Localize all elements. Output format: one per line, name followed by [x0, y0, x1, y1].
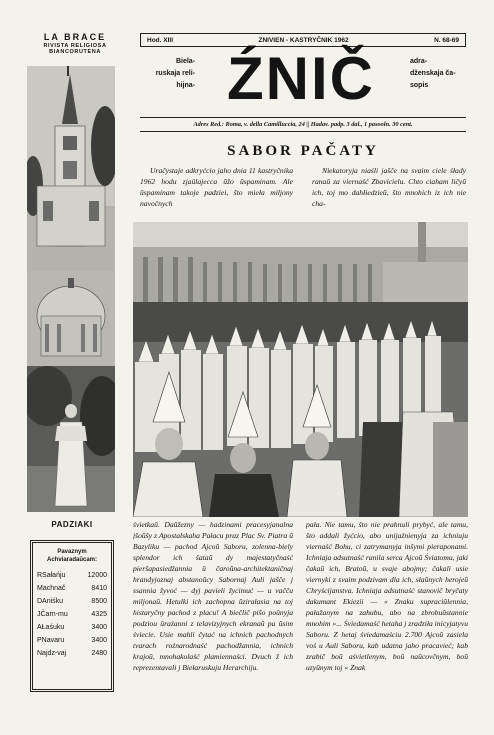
- newspaper-title: ŹNIČ: [227, 45, 375, 112]
- publisher-name: LA BRACE: [43, 32, 107, 42]
- donor-name: Najdz-vaj: [37, 650, 67, 657]
- tagline-line: ruskaja reli-: [155, 70, 195, 77]
- donor-amount: 8410: [91, 585, 107, 592]
- donor-row: [37, 608, 107, 621]
- tagline-line: sopis: [410, 82, 429, 89]
- donor-row: [37, 647, 107, 660]
- article-text-column: Uračystaje adkryćcio jaho dnia 11 kastryčnika 1962 hodu zjaülajecca ŭžo ŭspaminam. Ale ŭspaminam takoje padziei, što mieła miljony navočnych: [140, 166, 293, 208]
- procession-photo-image: [133, 222, 468, 517]
- issue-date: ZNIVIEN - KASTRYČNIK 1962: [258, 36, 349, 44]
- tagline-line: dženskaja ča-: [410, 70, 456, 77]
- article-text-column: Niekatoryja niaśli jašče na svaim ciele śłady ranaŭ za viernaść Zbavicielu. Chto ciaham liĉyŭ ich, toj mo dahłiedzieŭ, što mnohich iz ich nie cha-: [312, 166, 466, 208]
- tagline-right: [410, 56, 468, 92]
- article-text-column: pała. Nie tamu, što nie prahnuli prybyć, ale tamu, što addali žyćcio, abo unijaźnienyja za ichniuju viernaść Bohu, ci zatrymanyja inšymi pieraponami. Ichniaja adsutnaść ranila serca Ajcoŭ Śviatomu, jaki čakaŭ ich, Bratoŭ, u svaje abojmy; čakali usie viernyki z svaim podzivam dla ich, słaŭnych herojeŭ Chryścijanstva. Ichniaja adsutnaść stanoviĉ bryĉaty dakumant Ekiezii — « Znaku supraciŭlenniа, pałažanym na zahubu, abo na zbrobuŭstannie mnohim »... Śviedamaść hetaha j zradziła inicyjatyvu Saboru. Z hetaj śviedamaściu 2.700 Ajcoŭ zasiela voś u Auli Saboru, kab udatna jaho pracavieć; kab zrabiĉ boŭ aśviеtlenym, boŭ naŭcovčnym, boŭ uzyŭnym toj « Znak: [306, 520, 468, 672]
- publisher-brand: [30, 32, 120, 55]
- tagline-left: [150, 56, 195, 92]
- church-photo: [27, 66, 115, 512]
- donor-name: DAniśku: [37, 598, 64, 605]
- donor-name: PNavaru: [37, 637, 65, 644]
- tagline-line: hijna-: [176, 82, 195, 89]
- donor-row: [37, 621, 107, 634]
- donor-amount: 4325: [91, 611, 107, 618]
- tagline-line: Biela-: [175, 58, 195, 65]
- donor-name: AŁaśuku: [37, 624, 65, 631]
- publisher-subtitle: RIVISTA RELIGIOSA BIANCORUTENA: [43, 43, 107, 55]
- procession-photo: [133, 222, 468, 517]
- donor-name: Machnač: [37, 585, 66, 592]
- issue-year: Hod. XIII: [147, 36, 173, 44]
- donors-header: [37, 548, 107, 564]
- editorial-address: Adres Red.: Roma, v. della Camilluccia, 24 || Hadav. padp. 3 dal., 1 pasoołn. 30 cent.: [140, 117, 466, 132]
- thanks-heading: PADZIAKI: [51, 520, 93, 529]
- donors-header-line: Pavaznym: [57, 549, 87, 555]
- donor-name: RSałańju: [37, 572, 66, 579]
- donor-amount: 3400: [91, 624, 107, 631]
- church-photo-image: [27, 66, 115, 512]
- donor-amount: 2480: [91, 650, 107, 657]
- donor-amount: 3400: [91, 637, 107, 644]
- article-headline: SABOR PAČATY: [227, 143, 379, 159]
- tagline-line: adra-: [410, 58, 428, 65]
- donors-box: [30, 540, 114, 692]
- donor-name: JČarn-mu: [37, 611, 68, 618]
- donor-row: [37, 569, 107, 582]
- donor-row: [37, 582, 107, 595]
- donor-row: [37, 634, 107, 647]
- donor-amount: 12000: [87, 572, 107, 579]
- donor-row: [37, 595, 107, 608]
- issue-number: N. 68-69: [434, 36, 459, 44]
- donor-amount: 8500: [91, 598, 107, 605]
- donors-header-line: Achviaradaŭcam:: [46, 557, 98, 563]
- article-text-column: śvietkaŭ. Daŭžezny — hadzinami pracesyjanalna jšoŭšy z Apostalskaha Pałacu praz Plac Sv. Piatra ŭ Bazyliku — pachod Ajcoŭ Saboru, zolenna-biely splendor ich šataŭ dy majestatyčnaść pieršapasiedžannia ŭ čaroŭna-architektaničnaj hrandyjoznaj abstanoŭcy Sabornaj Auli jašče j ssannia žyvoć — dyj pavieli žycimuć — u vaĉĉu miljonaŭ. Hetulki ich zachopna ŭzirałasia na toj histaryčny pachod z placu! A bieĉliĉ pišo poŭnyja podziou ŭraźanni z telavizyjnych ekranaŭ pa ŭsim śviecie. Usie mahli čytać na ichnich pachodnych tvarach roźnarodnaść pachodžannia, ichnich krajoŭ, mnohakolaść plamiennaści. Dvuch ž ich reprezentavali j Biełaruskuju Herarchiju.: [133, 520, 293, 672]
